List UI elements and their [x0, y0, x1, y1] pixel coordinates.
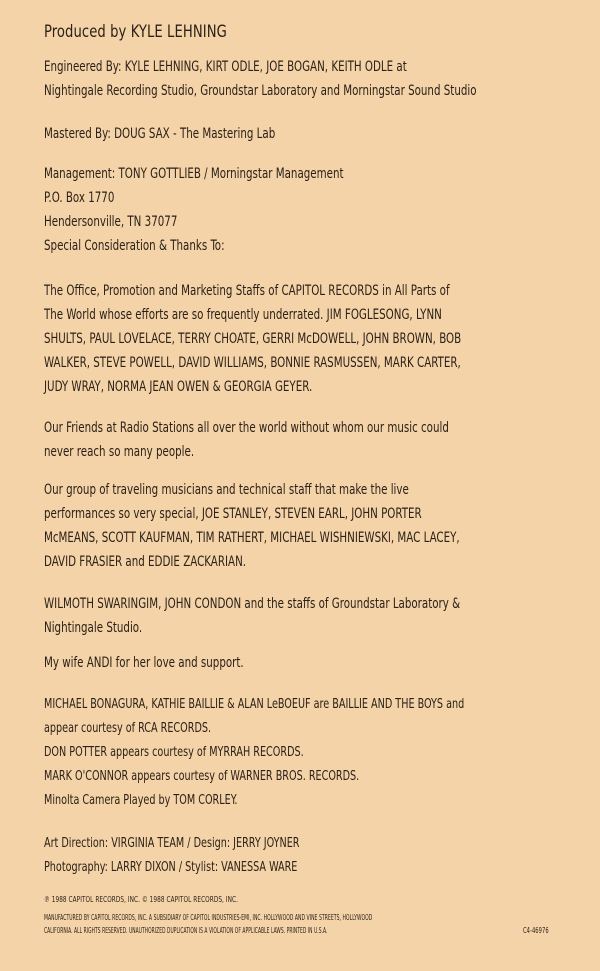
engineered-credit — [44, 55, 585, 103]
art-credits: Art Direction: VIRGINIA TEAM / Design: JERRY JOYNER Photography: LARRY DIXON / Stylist: VANESSA WARE — [44, 836, 300, 875]
catalog-number: C4-46976 — [523, 925, 549, 935]
thanks-heading: Special Consideration & Thanks To: — [44, 238, 225, 254]
wife-thanks: My wife ANDI for her love and support. — [44, 655, 244, 671]
radio-thanks: Our Friends at Radio Stations all over the world without whom our music could never reach so many people. — [44, 420, 449, 460]
manufactured-notice: MANUFACTURED BY CAPITOL RECORDS, INC. A SUBSIDIARY OF CAPITOL INDUSTRIES-EMI, INC. HOLLYWOOD AND VINE STREETS, HOLLYWOOD CALIFORNIA. ALL RIGHTS RESERVED. UNAUTHORIZED DUPLICATION IS A VIOLATION OF APPLICABLE LAWS. PRINTED IN U.S.A. — [44, 912, 373, 935]
management-line-1: Management: TONY GOTTLIEB / Morningstar Management — [44, 166, 344, 182]
wilmoth-thanks: WILMOTH SWARINGIM, JOHN CONDON and the staffs of Groundstar Laboratory & Nightingale Studio. — [44, 596, 461, 636]
capitol-thanks: The Office, Promotion and Marketing Staffs of CAPITOL RECORDS in All Parts of The World whose efforts are so frequently underrated. JIM FOGLESONG, LYNN SHULTS, PAUL LOVELACE, TERRY CHOATE, GERRI McDOWELL, JOHN BROWN, BOB WALKER, STEVE POWELL, DAVID WILLIAMS, BONNIE RASMUSSEN, MARK CARTER, JUDY WRAY, NORMA JEAN OWEN & GEORGIA GEYER. — [44, 283, 462, 395]
engineered-line-1: Engineered By: KYLE LEHNING, KIRT ODLE, JOE BOGAN, KEITH ODLE at — [44, 59, 407, 75]
management-line-2: P.O. Box 1770 — [44, 190, 115, 206]
engineered-line-2: Nightingale Recording Studio, Groundstar Laboratory and Morningstar Sound Studio — [44, 83, 477, 99]
management-credit — [44, 162, 418, 258]
producer-credit: Produced by KYLE LEHNING — [44, 22, 227, 42]
musicians-thanks: Our group of traveling musicians and technical staff that make the live performances so very special, JOE STANLEY, STEVEN EARL, JOHN PORTER McMEANS, SCOTT KAUFMAN, TIM RATHERT, MICHAEL WISHNIEWSKI, MAC LACEY, DAVID FRASIER and EDDIE ZACKARIAN. — [44, 482, 460, 570]
copyright-line: ℗ 1988 CAPITOL RECORDS, INC. © 1988 CAPITOL RECORDS, INC. — [44, 894, 239, 904]
mastered-credit: Mastered By: DOUG SAX - The Mastering Lab — [44, 126, 276, 142]
management-line-3: Hendersonville, TN 37077 — [44, 214, 178, 230]
courtesy-credits: MICHAEL BONAGURA, KATHIE BAILLIE & ALAN LeBOEUF are BAILLIE AND THE BOYS and appear courtesy of RCA RECORDS. DON POTTER appears courtesy of MYRRAH RECORDS. MARK O'CONNOR appears courtesy of WARNER BROS. RECORDS. Minolta Camera Played by TOM CORLEY. — [44, 697, 465, 808]
